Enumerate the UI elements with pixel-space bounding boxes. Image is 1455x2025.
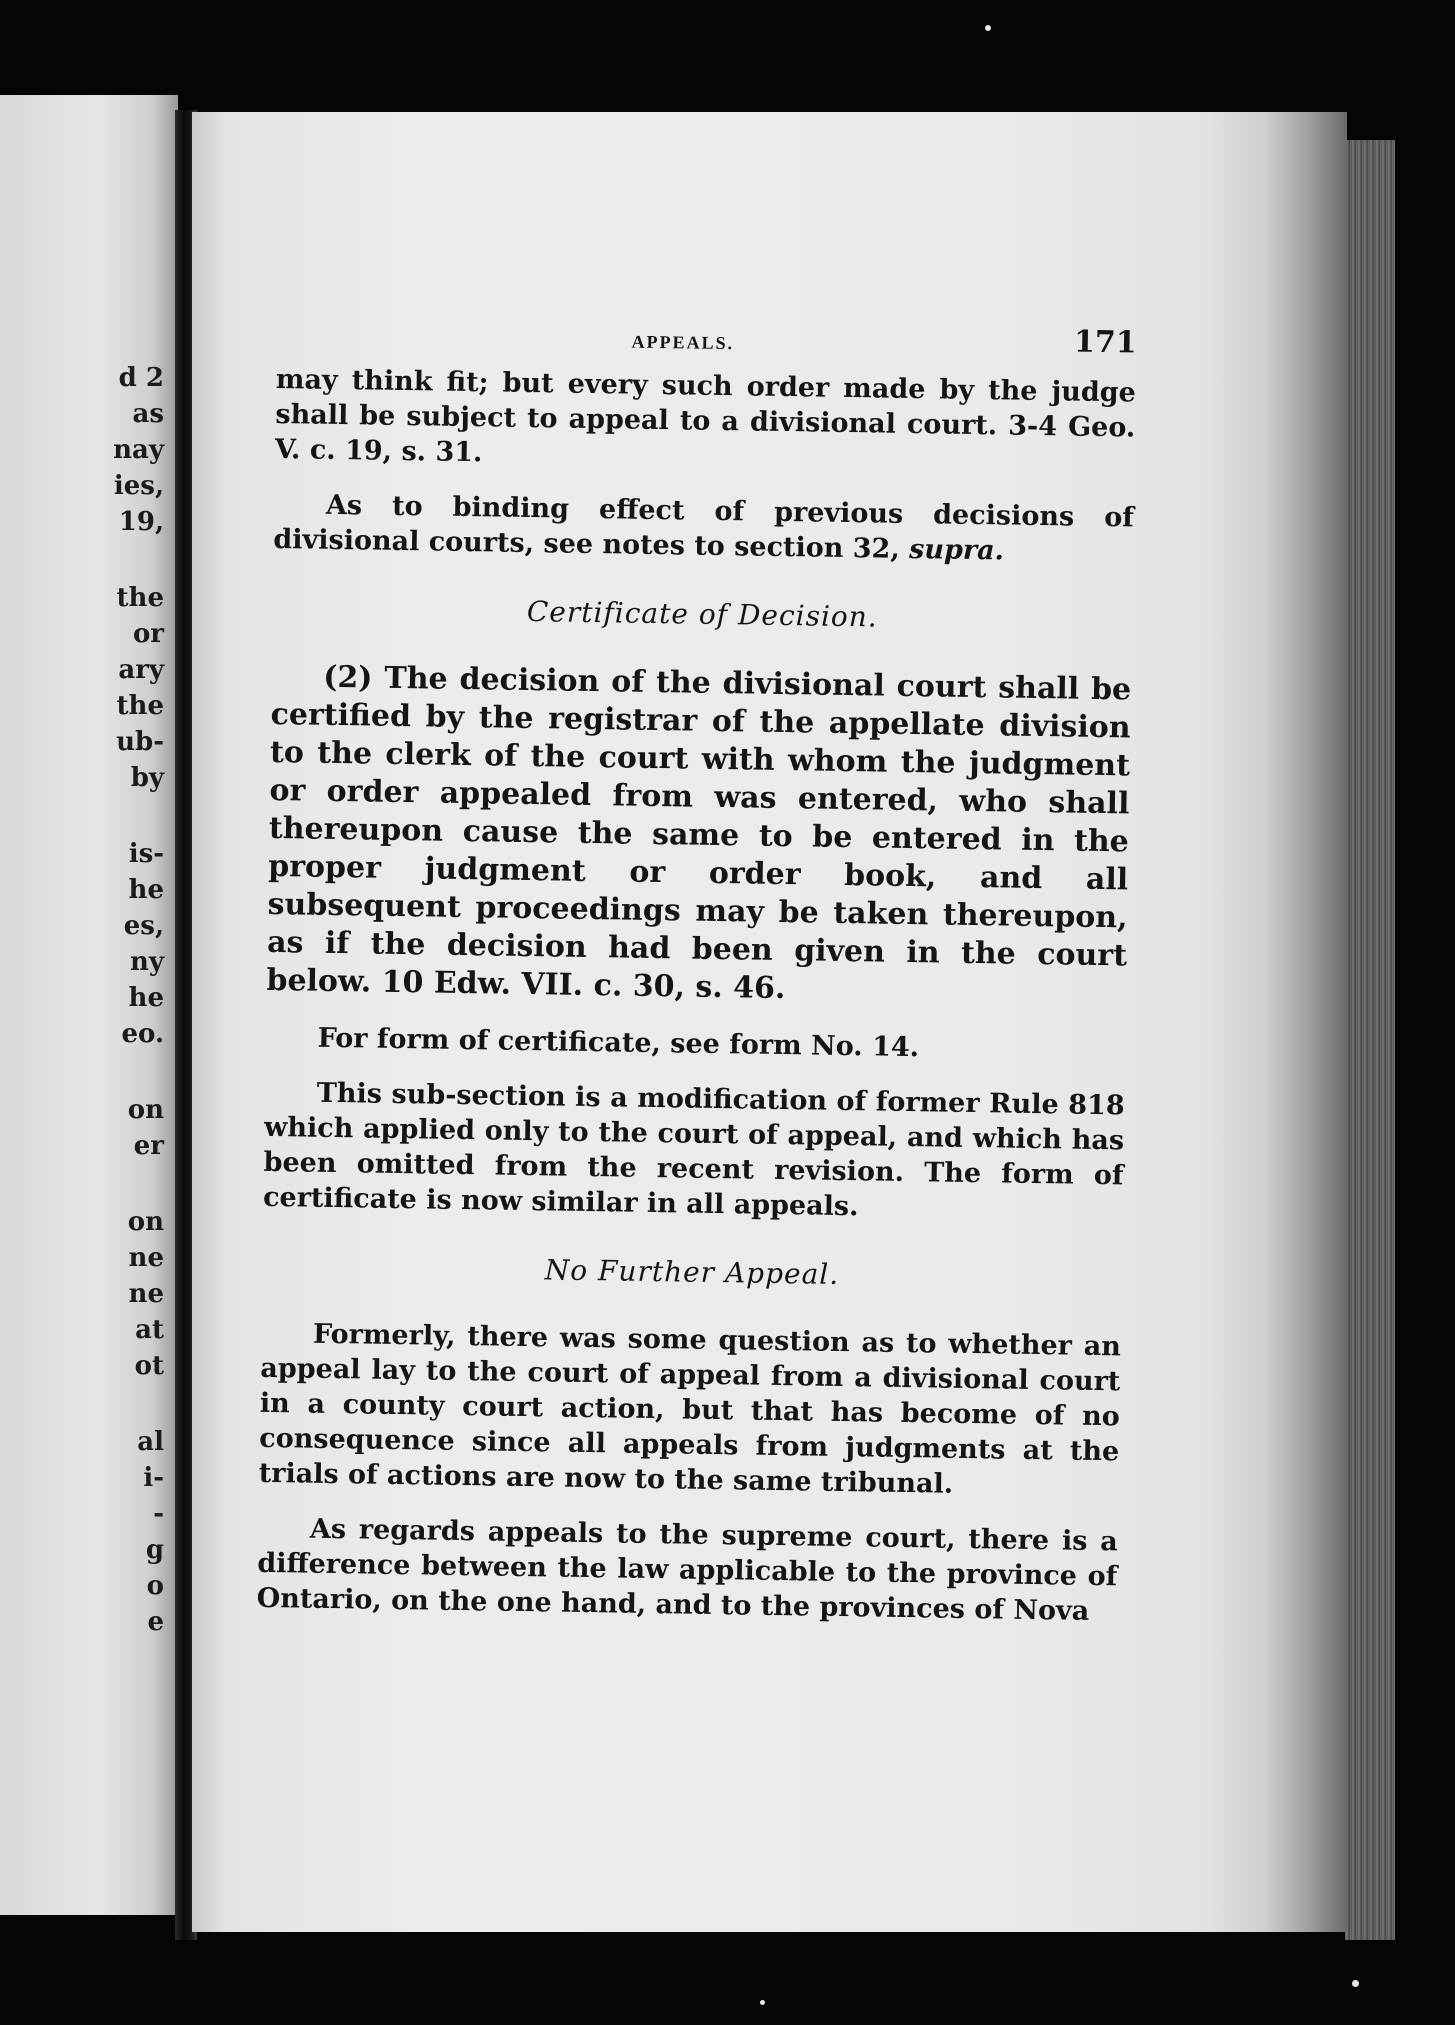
previous-page-fragment: or xyxy=(132,619,164,649)
previous-page-fragment: er xyxy=(133,1131,164,1161)
fragment-gap xyxy=(44,540,164,580)
page-content xyxy=(256,312,1137,1649)
previous-page-fragment: ne xyxy=(128,1243,164,1273)
previous-page-fragment: by xyxy=(130,763,164,793)
binding-effect-text: As to binding effect of previous decisions of divisional courts, see notes to section 32, xyxy=(273,489,1135,565)
previous-page-fragment: es, xyxy=(123,911,164,941)
previous-page-fragment: he xyxy=(128,875,164,905)
previous-page-fragment: - xyxy=(153,1499,164,1529)
previous-page-fragment: the xyxy=(116,583,164,613)
previous-page-fragment: as xyxy=(132,399,164,429)
book-page xyxy=(192,112,1347,1932)
fragment-gap xyxy=(44,1384,164,1424)
fragment-gap xyxy=(44,1052,164,1092)
fragment-gap xyxy=(44,796,164,836)
subsection-2: (2) The decision of the divisional court shall be certified by the registrar of the appellate division to the clerk of the court with whom the judgment or order appealed from was entered, who shall thereupon cause the same to be entered in the proper judgment or order book, and all subsequent proceedings may be taken thereupon, as if the decision had been given in the court below. 10 Edw. VII. c. 30, s. 46. xyxy=(266,659,1132,1007)
previous-page-fragment: ne xyxy=(128,1279,164,1309)
paragraph-supreme-court: As regards appeals to the supreme court, there is a difference between the law applicable to the province of Ontario, on the one hand, and to the provinces of Nova xyxy=(256,1513,1119,1627)
previous-page-fragment: ot xyxy=(134,1351,164,1381)
previous-page-fragment: o xyxy=(146,1571,164,1601)
previous-page-fragment: d 2 xyxy=(118,363,164,393)
page-stack-edge xyxy=(1345,140,1395,1940)
section-heading-certificate: Certificate of Decision. xyxy=(526,594,878,634)
scan-speck xyxy=(985,25,991,31)
previous-page-fragment: nay xyxy=(113,435,164,465)
previous-page-fragment: e xyxy=(147,1607,164,1637)
scan-speck xyxy=(760,2000,765,2005)
previous-page-fragment: 19, xyxy=(118,507,164,537)
previous-page-fragment: he xyxy=(128,983,164,1013)
paragraph-binding-effect xyxy=(273,487,1134,570)
paragraph-order-appeal: may think fit; but every such order made by the judge shall be subject to appeal to a divisional court. 3-4 Geo. V. c. 19, s. 31. xyxy=(274,363,1137,469)
previous-page-fragment: is- xyxy=(128,839,164,869)
previous-page-fragment: i- xyxy=(143,1463,164,1493)
previous-page-fragment: on xyxy=(127,1207,164,1237)
previous-page-fragment: the xyxy=(116,691,164,721)
section-heading-no-further-appeal: No Further Appeal. xyxy=(544,1253,840,1291)
previous-page-fragment: ny xyxy=(129,947,164,977)
previous-page-fragment: at xyxy=(135,1315,164,1345)
fragment-gap xyxy=(44,1164,164,1204)
previous-page-fragment: ub- xyxy=(116,727,164,757)
scan-speck xyxy=(1352,1980,1359,1987)
previous-page-fragment: ies, xyxy=(113,471,164,501)
paragraph-rule-818: This sub-section is a modification of former Rule 818 which applied only to the court of appeal, and which has been omitted from the recent revision. The form of certificate is now similar in all appeals. xyxy=(262,1077,1125,1223)
previous-page-edge xyxy=(0,95,178,1915)
supra-reference: supra. xyxy=(908,533,1005,567)
previous-page-fragment: al xyxy=(137,1427,164,1457)
previous-page-fragment: ary xyxy=(118,655,164,685)
previous-page-text-fragments xyxy=(44,360,164,1640)
paragraph-form-reference: For form of certificate, see form No. 14. xyxy=(317,1022,920,1064)
running-title: APPEALS. xyxy=(631,331,735,354)
paragraph-formerly: Formerly, there was some question as to whether an appeal lay to the court of appeal from a divisional court in a county court action, but that has become of no consequence since all appeals from judgments at the trials of actions are now to the same tribunal. xyxy=(258,1318,1122,1500)
previous-page-fragment: g xyxy=(145,1535,164,1565)
previous-page-fragment: eo. xyxy=(121,1019,164,1049)
page-number: 171 xyxy=(1073,324,1137,361)
previous-page-fragment: on xyxy=(127,1095,164,1125)
